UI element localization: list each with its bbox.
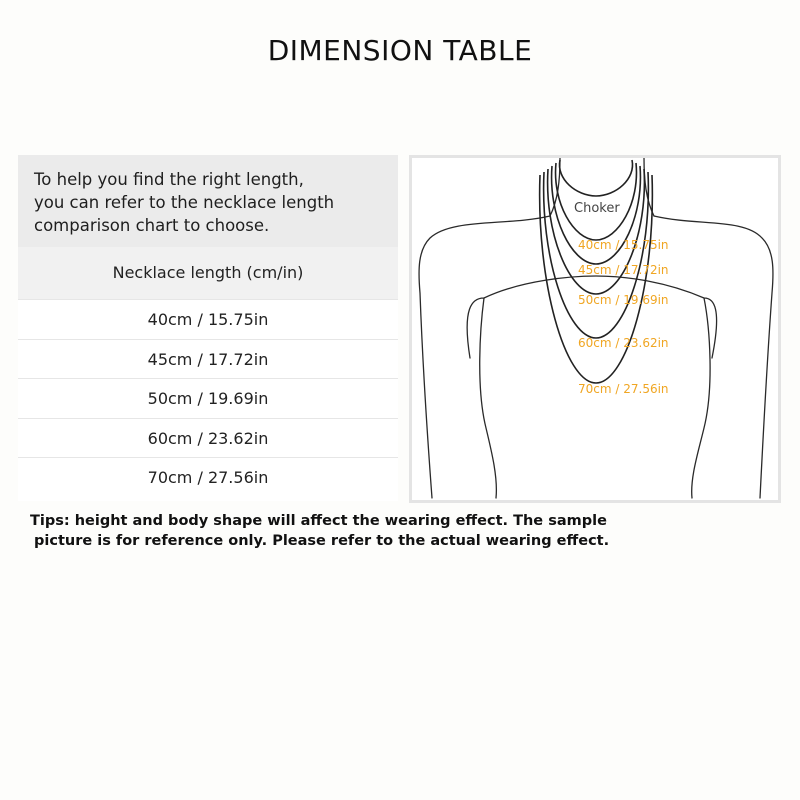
- intro-line: To help you find the right length,: [34, 170, 304, 189]
- page-title: DIMENSION TABLE: [267, 34, 533, 67]
- tips-line: picture is for reference only. Please refer to the actual wearing effect.: [34, 533, 610, 549]
- table-row: 40cm / 15.75in: [18, 299, 398, 339]
- necklace-60cm: [544, 172, 649, 338]
- table-row: 60cm / 23.62in: [18, 418, 398, 458]
- right-shoulder-outline: [654, 216, 773, 498]
- table-row: 50cm / 19.69in: [18, 378, 398, 418]
- choker-chain: [559, 160, 632, 196]
- table-header: Necklace length (cm/in): [18, 247, 398, 299]
- size-table-panel: [18, 155, 398, 501]
- length-label: 60cm / 23.62in: [578, 336, 669, 350]
- length-label: 70cm / 27.56in: [578, 382, 669, 396]
- necklace-diagram-panel: [409, 155, 781, 503]
- intro-line: you can refer to the necklace length: [34, 193, 335, 212]
- torso-left-outline: [467, 298, 496, 498]
- intro-line: comparison chart to choose.: [34, 216, 270, 235]
- length-label: 50cm / 19.69in: [578, 293, 669, 307]
- torso-diagram: [412, 158, 778, 500]
- torso-right-outline: [692, 298, 717, 498]
- left-shoulder-outline: [419, 216, 550, 498]
- length-label: 45cm / 17.72in: [578, 263, 669, 277]
- tips-note: [30, 511, 770, 551]
- intro-text: [18, 155, 398, 247]
- choker-label: Choker: [574, 201, 620, 216]
- size-table: [18, 299, 398, 497]
- table-row: 70cm / 27.56in: [18, 457, 398, 497]
- tips-line: Tips: height and body shape will affect the wearing effect. The sample: [30, 513, 607, 529]
- table-row: 45cm / 17.72in: [18, 339, 398, 379]
- length-label: 40cm / 15.75in: [578, 238, 669, 252]
